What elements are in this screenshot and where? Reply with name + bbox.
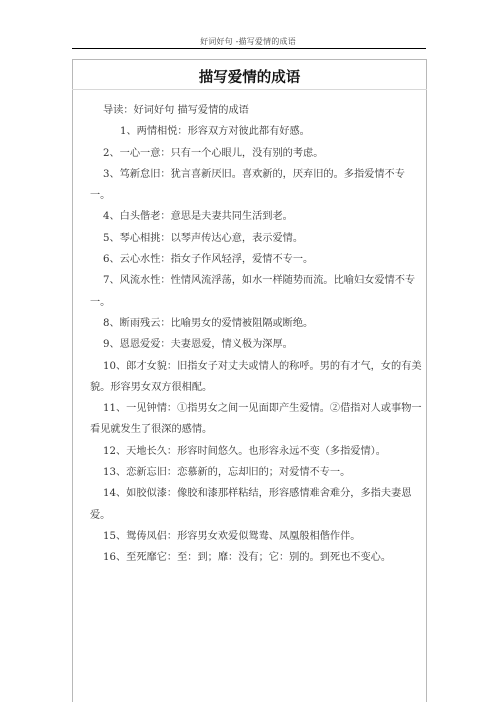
idiom-item-10: 10、郎才女貌：旧指女子对丈夫或情人的称呼。男的有才气，女的有美貌。形容男女双方很相配。: [90, 360, 422, 393]
idiom-item-14: 14、如胶似漆：像胶和漆那样粘结，形容感情难舍难分，多指夫妻恩爱。: [90, 488, 412, 521]
idiom-item-6: 6、云心水性：指女子作风轻浮，爱情不专一。: [103, 254, 314, 266]
document-title: 描写爱情的成语: [198, 70, 301, 86]
lead-paragraph: 导读：好词好句 描写爱情的成语: [103, 105, 249, 116]
idiom-item-11: 11、一见钟情：①指男女之间一见面即产生爱情。②借指对人或事物一看见就发生了很深的感情。: [90, 403, 422, 436]
idiom-item-2: 2、一心一意：只有一个心眼儿，没有别的考虑。: [103, 147, 324, 159]
idiom-item-4: 4、白头偕老：意思是夫妻共同生活到老。: [103, 211, 293, 223]
idiom-item-15: 15、鸳俦凤侣：形容男女欢爱似鸳鸯、凤凰般相偕作伴。: [103, 530, 361, 542]
running-header: 好词好句 -描写爱情的成语: [200, 37, 296, 46]
idiom-item-8: 8、断雨残云：比喻男女的爱情被阻隔或断绝。: [103, 317, 314, 329]
header-rule: [72, 48, 426, 49]
idiom-item-13: 13、恋新忘旧：恋慕新的，忘却旧的；对爱情不专一。: [103, 467, 351, 479]
idiom-item-16: 16、至死靡它：至：到；靡：没有；它：别的。到死也不变心。: [103, 552, 392, 564]
idiom-item-9: 9、恩恩爱爱：夫妻恩爱，情义极为深厚。: [103, 339, 293, 351]
title-divider: [72, 89, 427, 90]
document-body: [90, 100, 425, 569]
idiom-item-3: 3、笃新怠旧：犹言喜新厌旧。喜欢新的，厌弃旧的。多指爱情不专一。: [90, 168, 405, 202]
idiom-item-5: 5、琴心相挑：以琴声传达心意，表示爱情。: [103, 232, 304, 244]
idiom-item-7: 7、风流水性：性情风流浮荡，如水一样随势而流。比喻妇女爱情不专一。: [90, 275, 416, 308]
idiom-item-12: 12、天地长久：形容时间悠久。也形容永远不变（多指爱情）。: [103, 445, 386, 457]
idiom-item-1: 1、两情相悦：形容双方对彼此都有好感。: [120, 126, 310, 138]
